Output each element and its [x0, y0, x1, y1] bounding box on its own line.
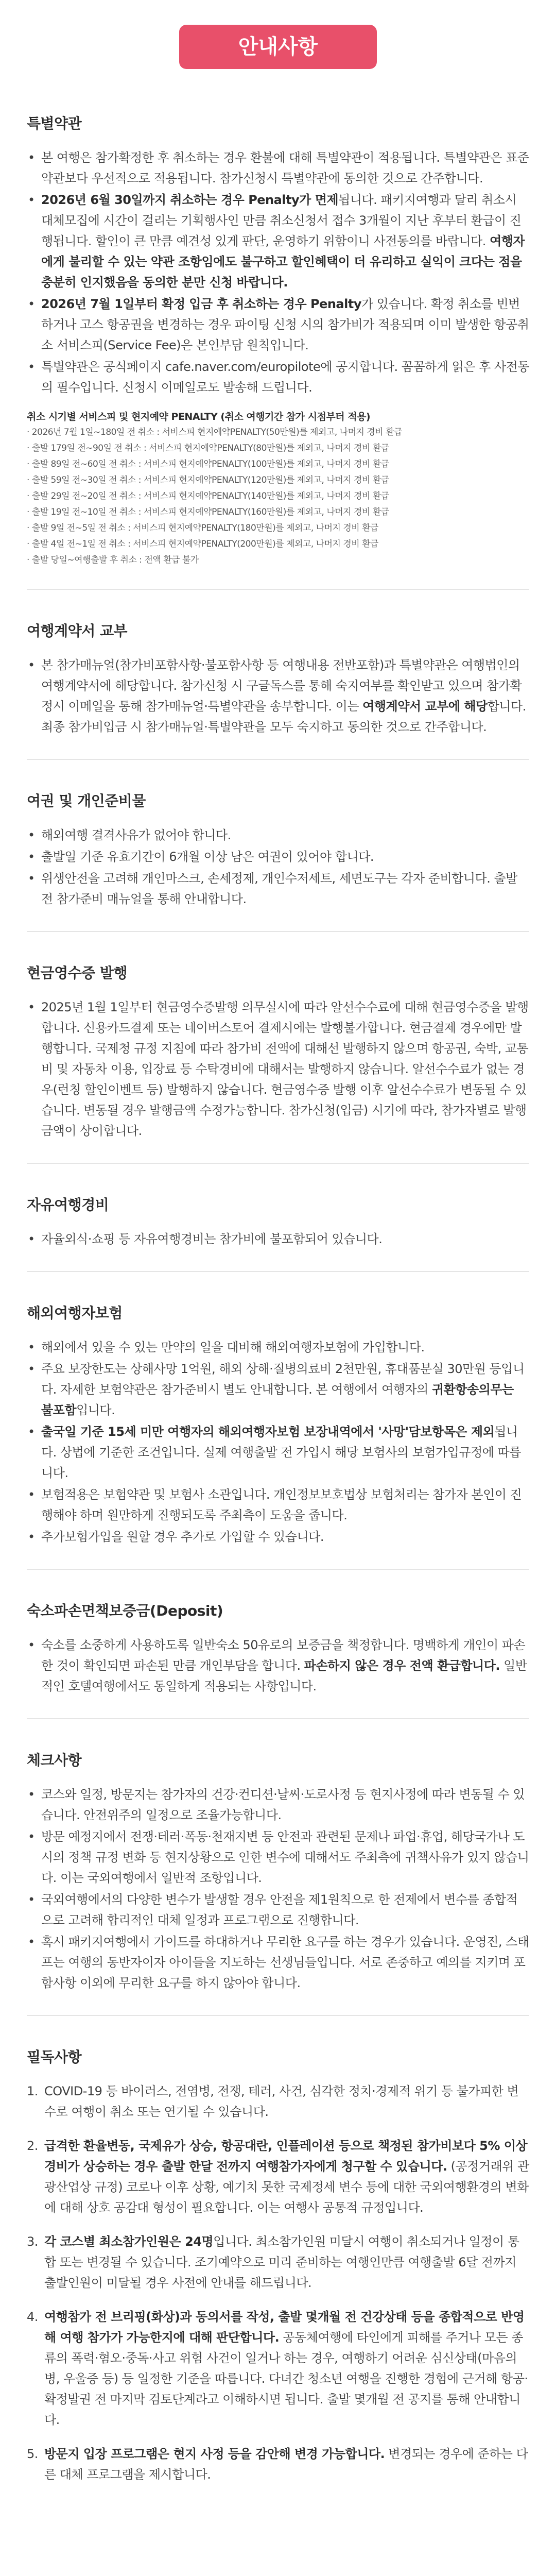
list-item: • 위생안전을 고려해 개인마스크, 손세정제, 개인수저세트, 세면도구는 각자 준비합니다. 출발 전 참가준비 매뉴얼을 통해 안내합니다. [27, 868, 529, 909]
item-number: 3. [27, 2234, 38, 2249]
bold-text: 급격한 환율변동, 국제유가 상승, 항공대란, 인플레이션 등으로 책정된 참가비보다 5% 이상 경비가 상승하는 경우 출발 한달 전까지 여행참가자에게 청구할 수 있습니다. [44, 2139, 528, 2174]
item-number: 2. [27, 2139, 38, 2153]
list-item [27, 1421, 529, 1483]
section-title: 숙소파손면책보증금(Deposit) [27, 1602, 223, 1619]
item-number: 1. [27, 2084, 38, 2098]
text: (공정거래위 관광산업상 규정) 코로나 이후 상황, 예기치 못한 국제정세 변수 등에 대한 국외여행환경의 변화에 대해 상호 공감대 형성이 필요합니다. 이는 여행사 공통적 규정입니다. [44, 2159, 529, 2215]
bold-text: 2026년 7월 1일부터 확정 입금 후 취소하는 경우 Penalty [41, 297, 361, 311]
fee-row: · 출발 9일 전~5일 전 취소 : 서비스피 현지예약PENALTY(180만원)를 제외고, 나머지 경비 환급 [27, 523, 378, 533]
fee-list [27, 425, 529, 568]
text: 됩니다. 상법에 기준한 조건입니다. 실제 여행출발 전 가입시 해당 보험사의 보험가입규정에 따릅니다. [41, 1425, 521, 1480]
numbered-item [27, 2081, 529, 2122]
text: 입니다. 최소참가인원 미달시 여행이 취소되거나 일정이 통합 또는 변경될 수 있습니다. 조기예약으로 미리 준비하는 여행인만큼 여행출발 6달 전까지 출발인원이 미달될 경우 사전에 안내를 해드립니다. [44, 2234, 519, 2290]
numbered-item [27, 2136, 529, 2218]
bold-text: 귀환항송의무는 불포함 [41, 1382, 514, 1417]
section-special-terms [27, 113, 529, 590]
section-title: 현금영수증 발행 [27, 964, 128, 981]
text: COVID-19 등 바이러스, 전염병, 전쟁, 테러, 사건, 심각한 정치·경제적 위기 등 불가피한 변수로 여행이 취소 또는 연기될 수 있습니다. [44, 2084, 519, 2119]
fee-row: · 출발 29일 전~20일 전 취소 : 서비스피 현지예약PENALTY(140만원)를 제외고, 나머지 경비 환급 [27, 491, 389, 501]
list-item [27, 190, 529, 293]
item-number: 5. [27, 2447, 38, 2461]
numbered-item [27, 2231, 529, 2293]
list-item [27, 147, 529, 189]
section-must-read [27, 2047, 529, 2519]
text: 일반적인 호텔여행에서도 동일하게 적용되는 사항입니다. [41, 1658, 527, 1693]
list-item: • 추가보험가입을 원할 경우 추가로 가입할 수 있습니다. [27, 1527, 529, 1547]
bullet-list [27, 825, 529, 909]
list-item: • 국외여행에서의 다양한 변수가 발생할 경우 안전을 제1원칙으로 한 전제에서 변수를 종합적으로 고려해 합리적인 대체 일정과 프로그램으로 진행합니다. [27, 1889, 529, 1930]
bold-text: 여행참가 전 브리핑(화상)과 동의서를 작성, 출발 몇개월 전 건강상태 등을 종합적으로 반영해 여행 참가가 가능한지에 대해 판단합니다. [44, 2310, 525, 2345]
text: 공동체여행에 타인에게 피해를 주거나 모든 종류의 폭력·혐오·중독·사고 위험 사건이 일거나 하는 경우, 여행하기 어려운 심신상태(마음의 병, 우울증 등) 등 일정한 기준을 따릅니다. 다녀간 청소년 여행을 진행한 경험에 근거해 항공·확정발권 전 마지막 검토단계라고 이해하시면 됩니다. 출발 몇개월 전 공지를 통해 안내합니다. [44, 2330, 528, 2427]
bold-text: 방문지 입장 프로그램은 현지 사정 등을 감안해 변경 가능합니다. [44, 2447, 385, 2461]
text: 본 여행은 참가확정한 후 취소하는 경우 환불에 대해 특별약관이 적용됩니다. 특별약관은 표준약관보다 우선적으로 적용됩니다. 참가신청시 특별약관에 동의한 것으로 간주합니다. [41, 150, 529, 185]
list-item: • 2025년 1월 1일부터 현금영수증발행 의무실시에 따라 알선수수료에 대해 현금영수증을 발행합니다. 신용카드결제 또는 네이버스토어 결제시에는 발행불가합니다. 현금결제 경우에만 발행합니다. 국제청 규정 지침에 따라 참가비 전액에 대해선 발행하지 않으며 항공권, 숙박, 교통비 및 자동차 이용, 입장료 등 수탁경비에 대해서는 발행하지 않습니다. 알선수수료가 없는 경우(런칭 할인이벤트 등) 발행하지 않습니다. 현금영수증 발행 이후 알선수수료가 변동될 수 있습니다. 변동될 경우 발행금액 수정가능합니다. 참가신청(입금) 시기에 따라, 참가자별로 발행금액이 상이합니다. [27, 997, 529, 1141]
item-number: 4. [27, 2310, 38, 2324]
list-item: • 해외여행 결격사유가 없어야 합니다. [27, 825, 529, 845]
section-passport [27, 791, 529, 932]
list-item: • 코스와 일정, 방문지는 참가자의 건강·컨디션·날씨·도로사정 등 현지사정에 따라 변동될 수 있습니다. 안전위주의 일정으로 조율가능합니다. [27, 1784, 529, 1825]
fee-row: · 출발 179일 전~90일 전 취소 : 서비스피 현지예약PENALTY(80만원)를 제외고, 나머지 경비 환급 [27, 443, 389, 453]
list-item: • 해외에서 있을 수 있는 만약의 일을 대비해 해외여행자보험에 가입합니다. [27, 1337, 529, 1358]
section-deposit [27, 1601, 529, 1719]
section-title: 자유여행경비 [27, 1196, 109, 1213]
text: 주요 보장한도는 상해사망 1억원, 해외 상해·질병의료비 2천만원, 휴대품분실 30만원 등입니다. 자세한 보험약관은 참가준비시 별도 안내합니다. 본 여행에서 여행자의 [41, 1362, 525, 1397]
text: 입니다. [76, 1403, 115, 1417]
bold-text: 여행계약서 교부에 해당 [362, 699, 488, 714]
text: 숙소를 소중하게 사용하도록 일반숙소 50유로의 보증금을 책정합니다. 명백하게 개인이 파손한 것이 확인되면 파손된 만큼 개인부담을 합니다. [41, 1638, 526, 1673]
bold-text: 파손하지 않은 경우 전액 환급합니다. [304, 1658, 500, 1673]
list-item: • 출발일 기준 유효기간이 6개월 이상 남은 여권이 있어야 합니다. [27, 846, 529, 867]
numbered-item [27, 2307, 529, 2430]
bold-text: 2026년 6월 30일까지 취소하는 경우 Penalty가 면제 [41, 193, 339, 207]
list-item [27, 357, 529, 398]
bold-text: 여행자에게 불리할 수 있는 약관 조항임에도 불구하고 할인혜택이 더 유리하고 실익이 크다는 점을 충분히 인지했음을 동의한 분만 신청 바랍니다. [41, 234, 525, 290]
bold-text: 출국일 기준 15세 미만 여행자의 해외여행자보험 보장내역에서 '사망'담보항목은 제외 [41, 1425, 495, 1439]
text: 특별약관은 공식페이지 cafe.naver.com/europilote에 공지합니다. 꼼꼼하게 읽은 후 사전동의 필수입니다. 신청시 이메일로도 발송해 드립니다. [41, 360, 530, 395]
bullet-list [27, 147, 529, 398]
section-free-expense [27, 1195, 529, 1272]
bullet-list [27, 1337, 529, 1547]
numbered-item [27, 2444, 529, 2485]
section-checklist [27, 1750, 529, 2016]
list-item: • 방문 예정지에서 전쟁·테러·폭동·천재지변 등 안전과 관련된 문제나 파업·휴업, 해당국가나 도시의 정책 규정 변화 등 현지상황으로 인한 변수에 대해서도 주최측에 귀책사유가 있지 않습니다. 이는 국외여행에서 일반적 조항입니다. [27, 1826, 529, 1888]
fee-row: · 출발 89일 전~60일 전 취소 : 서비스피 현지예약PENALTY(100만원)를 제외고, 나머지 경비 환급 [27, 459, 389, 469]
fee-row: · 출발 19일 전~10일 전 취소 : 서비스피 현지예약PENALTY(160만원)를 제외고, 나머지 경비 환급 [27, 507, 389, 517]
list-item [27, 1635, 529, 1697]
list-item [27, 294, 529, 355]
text: 됩니다. 패키지여행과 달리 취소시 대체모집에 시간이 걸리는 기획행사인 만큼 취소신청서 접수 3개월이 지난 후부터 환급이 진행됩니다. 할인이 큰 만큼 예견성 있게 판단, 운영하기 위함이니 사전동의를 바랍니다. [41, 193, 522, 248]
list-item: • 보험적용은 보험약관 및 보험사 소관입니다. 개인정보보호법상 보험처리는 참가자 본인이 진행해야 하며 원만하게 진행되도록 주최측이 도움을 줍니다. [27, 1484, 529, 1526]
fee-row: · 출발 당일~여행출발 후 취소 : 전액 환급 불가 [27, 555, 199, 565]
fee-table-title: 취소 시기별 서비스피 및 현지예약 PENALTY (취소 여행기간 참가 시점부터 적용) [27, 411, 371, 422]
bullet-list [27, 655, 529, 737]
text: 본 참가매뉴얼(참가비포함사항·불포함사항 등 여행내용 전반포함)과 특별약관은 여행법인의 여행계약서에 해당합니다. 참가신청 시 구글독스를 통해 숙지여부를 확인받고 있으며 참가확정시 이메일을 통해 참가매뉴얼·특별약관을 송부합니다. 이는 [41, 658, 522, 714]
text: 변경되는 경우에 준하는 다른 대체 프로그램을 제시합니다. [44, 2447, 528, 2482]
bullet-list [27, 1784, 529, 1993]
list-item [27, 655, 529, 737]
bold-text: 각 코스별 최소참가인원은 24명 [44, 2234, 214, 2249]
fee-row: · 출발 4일 전~1일 전 취소 : 서비스피 현지예약PENALTY(200만원)를 제외고, 나머지 경비 환급 [27, 539, 378, 549]
bullet-list [27, 1635, 529, 1697]
section-contract [27, 621, 529, 760]
text: 합니다. 최종 참가비입금 시 참가매뉴얼·특별약관을 모두 숙지하고 동의한 것으로 간주합니다. [41, 699, 526, 734]
bullet-list [27, 1229, 529, 1249]
list-item: • 혹시 패키지여행에서 가이드를 하대하거나 무리한 요구를 하는 경우가 있습니다. 운영진, 스태프는 여행의 동반자이자 아이들을 지도하는 선생님들입니다. 서로 존중하고 예의를 지키며 포함사항 이외에 무리한 요구를 하지 않아야 합니다. [27, 1931, 529, 1993]
section-title: 해외여행자보험 [27, 1304, 123, 1321]
numbered-list [27, 2081, 529, 2485]
text: 가 있습니다. 확정 취소를 빈번하거나 고스 항공권을 변경하는 경우 파이팅 신청 시의 참가비가 적용되며 이미 발생한 항공취소 서비스피(Service Fee)은 본인부담 원칙입니다. [41, 297, 529, 352]
section-title: 특별약관 [27, 115, 82, 132]
banner-wrap [27, 25, 529, 69]
section-cash-receipt [27, 963, 529, 1164]
section-title: 체크사항 [27, 1752, 82, 1769]
fee-row: · 출발 59일 전~30일 전 취소 : 서비스피 현지예약PENALTY(120만원)를 제외고, 나머지 경비 환급 [27, 475, 389, 485]
list-item: • 자율외식·쇼핑 등 자유여행경비는 참가비에 불포함되어 있습니다. [27, 1229, 529, 1249]
section-insurance [27, 1303, 529, 1570]
bullet-list [27, 997, 529, 1141]
section-title: 여행계약서 교부 [27, 622, 128, 639]
fee-row: · 2026년 7월 1일~180일 전 취소 : 서비스피 현지예약PENALTY(50만원)를 제외고, 나머지 경비 환급 [27, 427, 402, 437]
notice-banner: 안내사항 [179, 25, 377, 69]
section-title: 필독사항 [27, 2048, 82, 2065]
list-item [27, 1359, 529, 1420]
section-title: 여권 및 개인준비물 [27, 792, 146, 809]
